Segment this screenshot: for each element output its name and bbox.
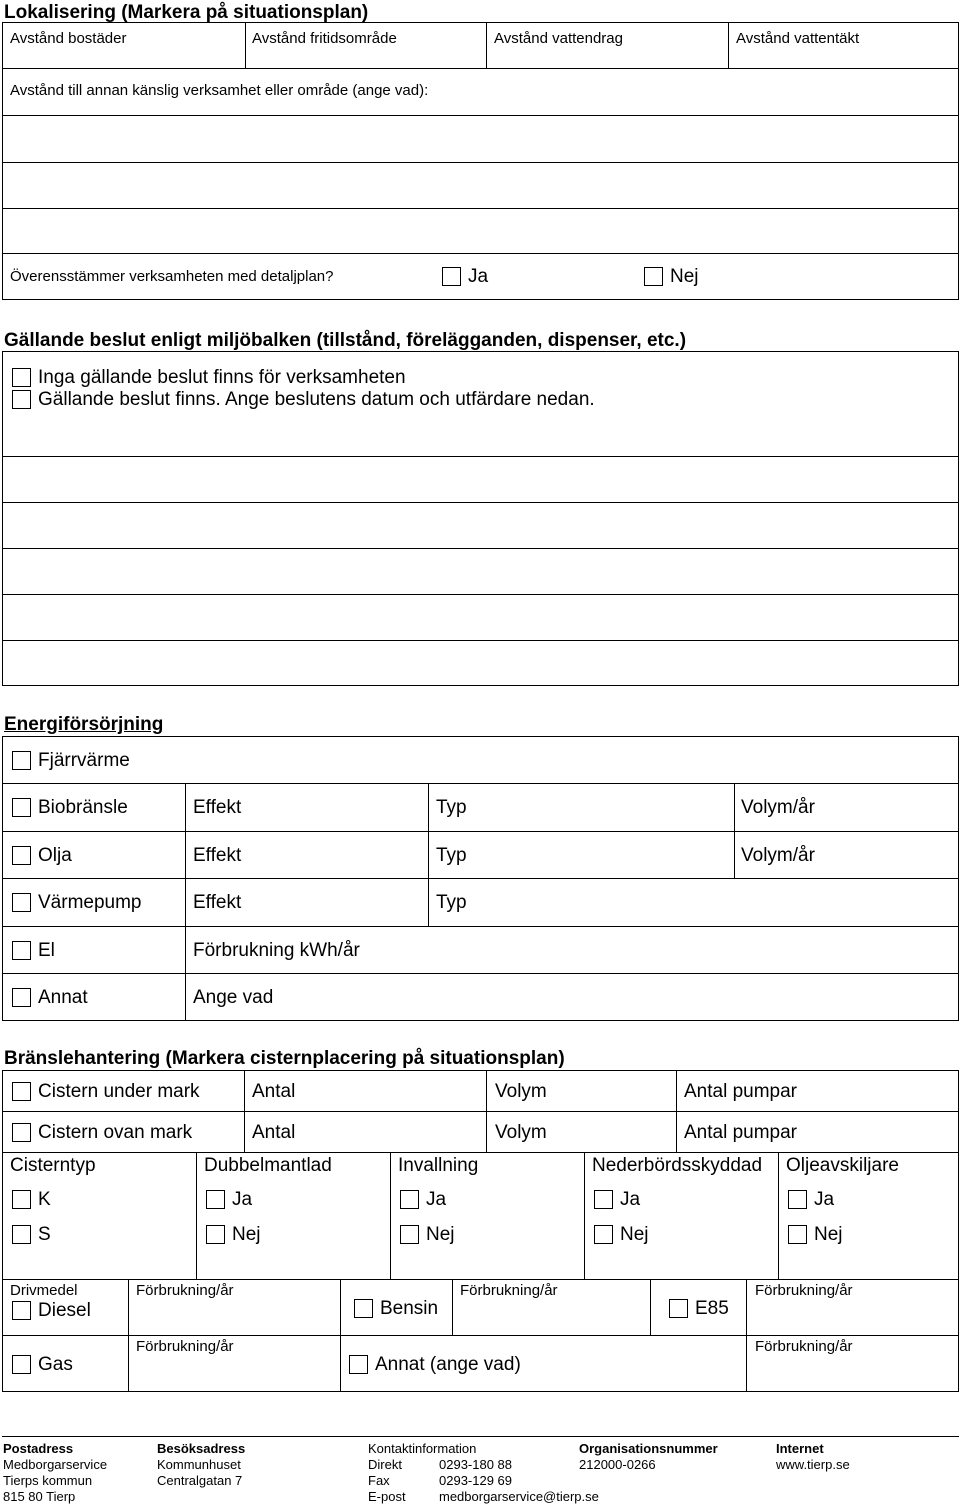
heat-pump-effect-field[interactable]: Effekt — [193, 892, 242, 913]
other-distance-input-1[interactable] — [4, 117, 958, 161]
double-shell-yes-checkbox[interactable] — [206, 1190, 225, 1209]
decision-input-2[interactable] — [4, 458, 958, 501]
double-shell-no-label: Nej — [232, 1224, 261, 1245]
embankment-label: Invallning — [398, 1155, 479, 1176]
biofuel-volume-field[interactable]: Volym/år — [741, 797, 815, 818]
electricity-label: El — [38, 940, 55, 961]
gas-label: Gas — [38, 1354, 73, 1375]
footer-orgnr: 212000-0266 — [579, 1457, 656, 1472]
biofuel-checkbox[interactable] — [12, 798, 31, 817]
footer-contact-label: Fax — [368, 1473, 390, 1488]
tank-underground-label: Cistern under mark — [38, 1081, 200, 1102]
footer-fax: 0293-129 69 — [439, 1473, 513, 1488]
oil-separator-label: Oljeavskiljare — [786, 1155, 899, 1176]
diesel-consumption-field[interactable]: Förbrukning/år — [136, 1282, 234, 1299]
distance-recreation-field[interactable]: Avstånd fritidsområde — [252, 30, 397, 47]
tank-above-count-field[interactable]: Antal — [252, 1122, 296, 1143]
other-distance-input-2[interactable] — [4, 164, 958, 207]
tank-underground-count-field[interactable]: Antal — [252, 1081, 296, 1102]
decision-input-1[interactable] — [4, 412, 958, 455]
embankment-yes-label: Ja — [426, 1189, 447, 1210]
footer-contact-label: Direkt — [368, 1457, 402, 1472]
tank-type-k-checkbox[interactable] — [12, 1190, 31, 1209]
other-energy-specify-field[interactable]: Ange vad — [193, 987, 274, 1008]
decisions-exist-label: Gällande beslut finns. Ange beslutens datum och utfärdare nedan. — [38, 389, 595, 410]
decisions-heading: Gällande beslut enligt miljöbalken (tillstånd, förelägganden, dispenser, etc.) — [4, 330, 687, 351]
tank-type-s-label: S — [38, 1224, 51, 1245]
tank-underground-checkbox[interactable] — [12, 1082, 31, 1101]
decision-input-3[interactable] — [4, 504, 958, 547]
embankment-yes-checkbox[interactable] — [400, 1190, 419, 1209]
rain-protected-yes-label: Ja — [620, 1189, 641, 1210]
tank-type-label: Cisterntyp — [10, 1155, 96, 1176]
footer-contact-heading: Kontaktinformation — [368, 1441, 477, 1456]
double-shell-yes-label: Ja — [232, 1189, 253, 1210]
footer-postal-line: Medborgarservice — [3, 1457, 108, 1472]
footer-orgnr-heading: Organisationsnummer — [579, 1441, 718, 1456]
footer-visit-line: Centralgatan 7 — [157, 1473, 243, 1488]
biofuel-type-field[interactable]: Typ — [436, 797, 467, 818]
other-propellant-checkbox[interactable] — [349, 1355, 368, 1374]
energy-heading: Energiförsörjning — [4, 714, 164, 735]
tank-above-checkbox[interactable] — [12, 1123, 31, 1142]
distance-water-source-field[interactable]: Avstånd vattentäkt — [736, 30, 860, 47]
district-heating-checkbox[interactable] — [12, 751, 31, 770]
double-shell-label: Dubbelmantlad — [204, 1155, 332, 1176]
oil-volume-field[interactable]: Volym/år — [741, 845, 815, 866]
detailplan-no-label: Nej — [670, 266, 699, 287]
decision-input-6[interactable] — [4, 642, 958, 685]
gas-checkbox[interactable] — [12, 1355, 31, 1374]
diesel-checkbox[interactable] — [12, 1301, 31, 1320]
diesel-label: Diesel — [38, 1300, 91, 1321]
other-energy-checkbox[interactable] — [12, 988, 31, 1007]
oil-type-field[interactable]: Typ — [436, 845, 467, 866]
rain-protected-no-checkbox[interactable] — [594, 1225, 613, 1244]
heat-pump-type-field[interactable]: Typ — [436, 892, 467, 913]
oil-label: Olja — [38, 845, 72, 866]
no-decisions-label: Inga gällande beslut finns för verksamheten — [38, 367, 406, 388]
petrol-consumption-field[interactable]: Förbrukning/år — [460, 1282, 558, 1299]
detailplan-yes-checkbox[interactable] — [442, 267, 461, 286]
footer-phone: 0293-180 88 — [439, 1457, 513, 1472]
detailplan-no-checkbox[interactable] — [644, 267, 663, 286]
tank-type-s-checkbox[interactable] — [12, 1225, 31, 1244]
other-propellant-consumption-field[interactable]: Förbrukning/år — [755, 1338, 853, 1355]
heat-pump-checkbox[interactable] — [12, 893, 31, 912]
decision-input-5[interactable] — [4, 596, 958, 639]
embankment-no-label: Nej — [426, 1224, 455, 1245]
location-heading: Lokalisering (Markera på situationsplan) — [4, 2, 369, 23]
electricity-consumption-field[interactable]: Förbrukning kWh/år — [193, 940, 360, 961]
rain-protected-label: Nederbördsskyddad — [592, 1155, 763, 1176]
double-shell-no-checkbox[interactable] — [206, 1225, 225, 1244]
tank-above-volume-field[interactable]: Volym — [495, 1122, 547, 1143]
heat-pump-label: Värmepump — [38, 892, 142, 913]
biofuel-effect-field[interactable]: Effekt — [193, 797, 242, 818]
distance-watercourse-field[interactable]: Avstånd vattendrag — [494, 30, 623, 47]
tank-above-pumps-field[interactable]: Antal pumpar — [684, 1122, 798, 1143]
e85-consumption-field[interactable]: Förbrukning/år — [755, 1282, 853, 1299]
oil-checkbox[interactable] — [12, 846, 31, 865]
decisions-exist-checkbox[interactable] — [12, 390, 31, 409]
footer-internet-heading: Internet — [776, 1441, 824, 1456]
distance-housing-field[interactable]: Avstånd bostäder — [10, 30, 127, 47]
tank-above-label: Cistern ovan mark — [38, 1122, 193, 1143]
petrol-label: Bensin — [380, 1298, 439, 1319]
footer-email-link[interactable]: medborgarservice@tierp.se — [439, 1489, 599, 1504]
footer-contact-label: E-post — [368, 1489, 406, 1504]
decision-input-4[interactable] — [4, 550, 958, 593]
biofuel-label: Biobränsle — [38, 797, 128, 818]
petrol-checkbox[interactable] — [354, 1299, 373, 1318]
footer-postal-line: 815 80 Tierp — [3, 1489, 76, 1504]
oil-effect-field[interactable]: Effekt — [193, 845, 242, 866]
rain-protected-yes-checkbox[interactable] — [594, 1190, 613, 1209]
detailplan-yes-label: Ja — [468, 266, 489, 287]
oil-separator-yes-checkbox[interactable] — [788, 1190, 807, 1209]
footer-postal-heading: Postadress — [3, 1441, 74, 1456]
footer-postal-line: Tierps kommun — [3, 1473, 93, 1488]
oil-separator-yes-label: Ja — [814, 1189, 835, 1210]
footer-website-link[interactable]: www.tierp.se — [776, 1457, 850, 1472]
other-distance-label: Avstånd till annan känslig verksamhet eller område (ange vad): — [10, 82, 429, 99]
embankment-no-checkbox[interactable] — [400, 1225, 419, 1244]
oil-separator-no-label: Nej — [814, 1224, 843, 1245]
other-energy-label: Annat — [38, 987, 88, 1008]
e85-label: E85 — [695, 1298, 729, 1319]
tank-underground-pumps-field[interactable]: Antal pumpar — [684, 1081, 798, 1102]
e85-checkbox[interactable] — [669, 1299, 688, 1318]
propellant-label: Drivmedel — [10, 1282, 78, 1299]
district-heating-label: Fjärrvärme — [38, 750, 130, 771]
tank-underground-volume-field[interactable]: Volym — [495, 1081, 547, 1102]
rain-protected-no-label: Nej — [620, 1224, 649, 1245]
oil-separator-no-checkbox[interactable] — [788, 1225, 807, 1244]
footer-divider — [2, 1436, 959, 1437]
footer-visit-heading: Besöksadress — [157, 1441, 246, 1456]
footer-visit-line: Kommunhuset — [157, 1457, 241, 1472]
detailplan-question: Överensstämmer verksamheten med detaljplan? — [10, 268, 334, 285]
gas-consumption-field[interactable]: Förbrukning/år — [136, 1338, 234, 1355]
other-distance-input-3[interactable] — [4, 210, 958, 252]
other-propellant-label: Annat (ange vad) — [375, 1354, 521, 1375]
fuel-heading: Bränslehantering (Markera cisternplacering på situationsplan) — [4, 1048, 565, 1069]
tank-type-k-label: K — [38, 1189, 51, 1210]
electricity-checkbox[interactable] — [12, 941, 31, 960]
location-table — [2, 22, 959, 300]
no-decisions-checkbox[interactable] — [12, 368, 31, 387]
